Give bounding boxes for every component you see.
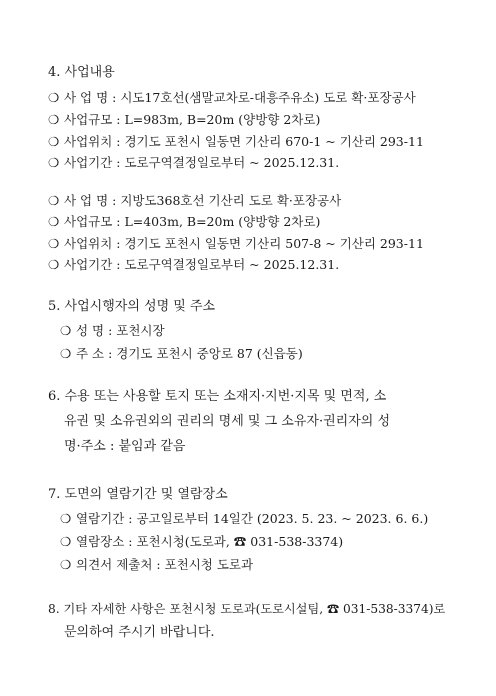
circle-bullet-icon: ❍	[48, 257, 60, 272]
circle-bullet-icon: ❍	[60, 557, 72, 572]
circle-bullet-icon: ❍	[48, 193, 60, 208]
circle-bullet-icon: ❍	[60, 346, 72, 361]
section-6-line-2: 유권 및 소유권외의 권리의 명세 및 그 소유자·권리자의 성	[64, 414, 391, 429]
circle-bullet-icon: ❍	[48, 112, 60, 127]
circle-bullet-icon: ❍	[60, 323, 72, 338]
project2-name: ❍ 사 업 명 : 지방도368호선 기산리 도로 확·포장공사	[48, 193, 342, 208]
circle-bullet-icon: ❍	[60, 511, 72, 526]
section-6-line-1: 6. 수용 또는 사용할 토지 또는 소재지·지번·지목 및 면적, 소	[48, 389, 387, 404]
section-7-heading: 7. 도면의 열람기간 및 열람장소	[48, 487, 228, 502]
section-4-heading: 4. 사업내용	[48, 65, 115, 80]
section-8-line-2: 문의하여 주시기 바랍니다.	[64, 625, 215, 640]
opinion-submission: ❍ 의견서 제출처 : 포천시청 도로과	[60, 557, 254, 572]
circle-bullet-icon: ❍	[48, 155, 60, 170]
project2-period: ❍ 사업기간 : 도로구역결정일로부터 ~ 2025.12.31.	[48, 257, 340, 272]
project1-period: ❍ 사업기간 : 도로구역결정일로부터 ~ 2025.12.31.	[48, 155, 340, 170]
project1-scale: ❍ 사업규모 : L=983m, B=20m (양방향 2차로)	[48, 112, 321, 127]
project1-location: ❍ 사업위치 : 경기도 포천시 일동면 기산리 670-1 ~ 기산리 293-11	[48, 134, 424, 149]
project2-scale: ❍ 사업규모 : L=403m, B=20m (양방향 2차로)	[48, 214, 321, 229]
viewing-period: ❍ 열람기간 : 공고일로부터 14일간 (2023. 5. 23. ~ 2023. 6. 6.)	[60, 511, 429, 526]
circle-bullet-icon: ❍	[60, 534, 72, 549]
operator-address: ❍ 주 소 : 경기도 포천시 중앙로 87 (신읍동)	[60, 346, 303, 361]
section-8-line-1: 8. 기타 자세한 사항은 포천시청 도로과(도로시설팀, ☎ 031-538-3374)로	[48, 602, 446, 616]
project2-location: ❍ 사업위치 : 경기도 포천시 일동면 기산리 507-8 ~ 기산리 293-11	[48, 236, 424, 251]
viewing-place: ❍ 열람장소 : 포천시청(도로과, ☎ 031-538-3374)	[60, 534, 344, 549]
section-6-line-3: 명·주소 : 붙임과 같음	[64, 439, 186, 454]
project1-name: ❍ 사 업 명 : 시도17호선(샘말교차로-대흥주유소) 도로 확·포장공사	[48, 90, 416, 105]
operator-name: ❍ 성 명 : 포천시장	[60, 323, 165, 338]
section-5-heading: 5. 사업시행자의 성명 및 주소	[48, 299, 216, 314]
circle-bullet-icon: ❍	[48, 90, 60, 105]
circle-bullet-icon: ❍	[48, 236, 60, 251]
circle-bullet-icon: ❍	[48, 214, 60, 229]
circle-bullet-icon: ❍	[48, 134, 60, 149]
